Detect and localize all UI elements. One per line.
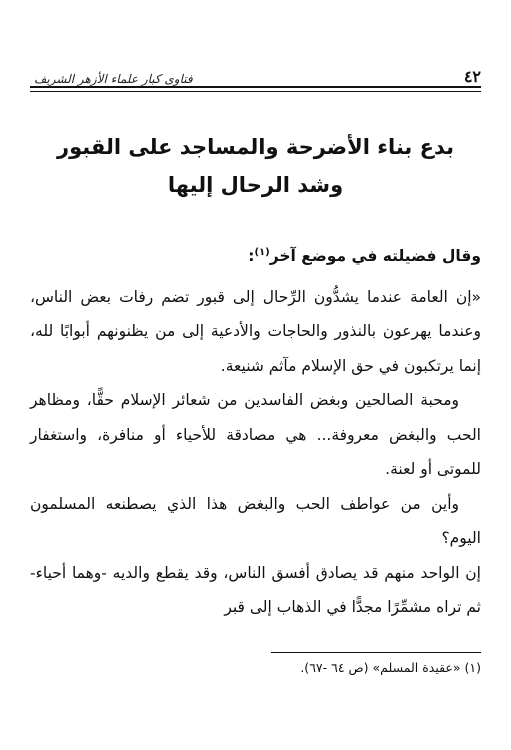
page-header xyxy=(34,64,481,86)
body-text xyxy=(30,236,481,625)
intro-colon: : xyxy=(248,247,255,266)
paragraph-4: إن الواحد منهم قد يصادق أفسق الناس، وقد يقطع والديه -وهما أحياء- ثم تراه مشمِّرًا مجدًّا في الذهاب إلى قبر xyxy=(30,563,481,617)
running-head: فتاوى كبار علماء الأزهر الشريف xyxy=(34,72,193,86)
footnote-rule xyxy=(271,652,481,653)
intro-text: وقال فضيلته في موضع آخر xyxy=(269,247,481,266)
paragraph-1: «إن العامة عندما يشدُّون الرِّحال إلى قبور تضم رفات بعض الناس، وعندما يهرعون بالنذور والحاجات والأدعية إلى من يظنونهم أبوابًا لله، إنما يرتكبون في حق الإسلام مآثم شنيعة. xyxy=(30,287,481,375)
footnote-ref: (١) xyxy=(254,247,270,258)
title-line-2: وشد الرحال إليها xyxy=(167,173,344,197)
paragraph-3: وأين من عواطف الحب والبغض هذا الذي يصطنعه المسلمون اليوم؟ xyxy=(30,494,481,548)
footnote: (١) «عقيدة المسلم» (ص ٦٤ -٦٧). xyxy=(300,660,481,675)
intro-line xyxy=(30,236,481,274)
title-line-1: بدع بناء الأضرحة والمساجد على القبور xyxy=(57,135,454,159)
paragraph-2: ومحبة الصالحين وبغض الفاسدين من شعائر الإسلام حقًّا، ومظاهر الحب والبغض معروفة... هي مصادقة للأحياء أو منافرة، واستغفار للموتى أو لعنة. xyxy=(30,391,481,479)
chapter-title xyxy=(30,128,481,204)
header-rule xyxy=(30,86,481,92)
page-number: ٤٢ xyxy=(463,67,481,86)
